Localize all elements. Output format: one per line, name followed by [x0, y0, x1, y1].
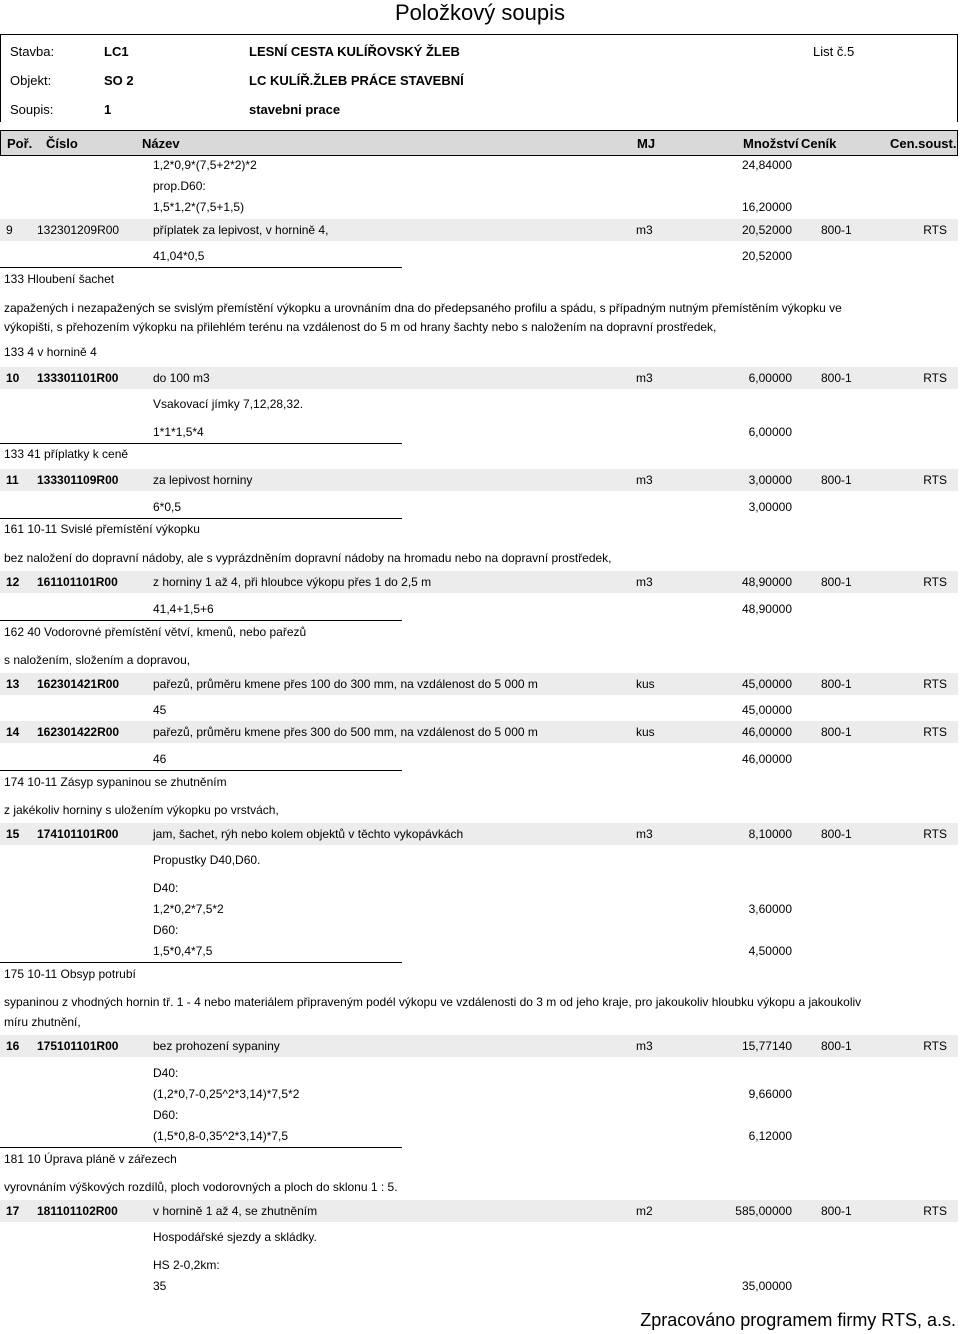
table-row [0, 219, 958, 241]
item-cenik: 800-1 [821, 1204, 852, 1218]
item-nazev: bez prohození sypaniny [153, 1039, 280, 1053]
item-censoust: RTS [923, 725, 947, 739]
calc-line: D60: [153, 1108, 179, 1122]
col-nazev: Název [142, 136, 180, 151]
item-nazev: pařezů, průměru kmene přes 100 do 300 mm, na vzdálenost do 5 000 m [153, 677, 538, 691]
item-censoust: RTS [923, 223, 947, 237]
group-divider [0, 770, 402, 771]
group-description: míru zhutnění, [4, 1015, 81, 1029]
calc-line: 35 [153, 1279, 167, 1293]
group-divider [0, 267, 402, 268]
item-censoust: RTS [923, 1039, 947, 1053]
calc-line: (1,2*0,7-0,25^2*3,14)*7,5*2 [153, 1087, 300, 1101]
calc-value: 16,20000 [741, 200, 792, 214]
item-nazev: do 100 m3 [153, 371, 210, 385]
item-mnozstvi: 6,00000 [748, 371, 792, 385]
table-row [0, 571, 958, 593]
item-cislo: 133301101R00 [37, 371, 119, 385]
group-title: 161 10-11 Svislé přemístění výkopku [4, 522, 200, 536]
table-row [0, 1200, 958, 1222]
item-nazev: z horniny 1 až 4, při hloubce výkopu přes 1 do 2,5 m [153, 575, 432, 589]
item-cenik: 800-1 [821, 1039, 852, 1053]
calc-line: (1,5*0,8-0,35^2*3,14)*7,5 [153, 1129, 289, 1143]
group-divider [0, 620, 402, 621]
item-mj: m3 [636, 473, 653, 487]
item-mnozstvi: 20,52000 [741, 223, 792, 237]
item-cenik: 800-1 [821, 725, 852, 739]
calc-value: 3,00000 [748, 500, 792, 514]
group-divider [0, 962, 402, 963]
item-cenik: 800-1 [821, 575, 852, 589]
header-row-objekt [1, 66, 959, 94]
item-cenik: 800-1 [821, 371, 852, 385]
stavba-name: LESNÍ CESTA KULÍŘOVSKÝ ŽLEB [249, 44, 460, 59]
calc-value: 6,12000 [748, 1129, 792, 1143]
item-nazev: za lepivost horniny [153, 473, 253, 487]
item-censoust: RTS [923, 473, 947, 487]
group-title: 181 10 Úprava pláně v zářezech [4, 1152, 177, 1166]
item-por: 14 [6, 725, 20, 739]
calc-line: 46 [153, 752, 167, 766]
calc-line: 1*1*1,5*4 [153, 425, 204, 439]
item-censoust: RTS [923, 677, 947, 691]
col-cenik: Ceník [801, 136, 837, 151]
item-mj: m2 [636, 1204, 653, 1218]
item-cenik: 800-1 [821, 473, 852, 487]
item-por: 11 [6, 473, 19, 487]
soupis-code: 1 [104, 102, 112, 117]
item-cislo: 162301422R00 [37, 725, 120, 739]
group-divider [0, 518, 402, 519]
calc-line: D40: [153, 881, 179, 895]
group-title: 133 41 příplatky k ceně [4, 447, 129, 461]
objekt-label: Objekt: [10, 73, 52, 88]
group-description: výkopišti, s přehozením výkopku na přilehlém terénu na vzdálenost do 5 m od hrany šachty nebo s naložením na dopravní prostředek, [4, 320, 717, 334]
calc-line: 1,5*1,2*(7,5+1,5) [153, 200, 245, 214]
item-mj: m3 [636, 575, 653, 589]
item-cislo: 133301109R00 [37, 473, 119, 487]
item-por: 13 [6, 677, 20, 691]
item-por: 9 [6, 223, 13, 237]
calc-line: 45 [153, 703, 167, 717]
item-cenik: 800-1 [821, 223, 852, 237]
stavba-code: LC1 [104, 44, 129, 59]
item-censoust: RTS [923, 371, 947, 385]
calc-line: D60: [153, 923, 179, 937]
group-description: z jakékoliv horniny s uložením výkopku po vrstvách, [4, 803, 279, 817]
item-nazev: příplatek za lepivost, v hornině 4, [153, 223, 329, 237]
group-description: vyrovnáním výškových rozdílů, ploch vodorovných a ploch do sklonu 1 : 5. [4, 1180, 398, 1194]
item-cislo: 181101102R00 [37, 1204, 118, 1218]
stavba-label: Stavba: [10, 44, 55, 59]
calc-line: Hospodářské sjezdy a skládky. [153, 1230, 317, 1244]
calc-value: 35,00000 [741, 1279, 792, 1293]
item-mnozstvi: 45,00000 [741, 677, 792, 691]
calc-value: 24,84000 [741, 158, 792, 172]
group-title: 133 Hloubení šachet [4, 272, 115, 286]
item-cislo: 162301421R00 [37, 677, 120, 691]
objekt-code: SO 2 [104, 73, 134, 88]
item-cislo: 175101101R00 [37, 1039, 119, 1053]
col-mnozstvi: Množství [743, 136, 799, 151]
col-censoust: Cen.soust. [890, 136, 957, 151]
item-mnozstvi: 46,00000 [741, 725, 792, 739]
calc-line: HS 2-0,2km: [153, 1258, 220, 1272]
group-description: zapažených i nezapažených se svislým přemístění výkopku a urovnáním dna do předepsaného profilu a spádu, s případným nutným přemístěním výkopku ve [4, 301, 842, 315]
item-censoust: RTS [923, 827, 947, 841]
list-number: List č.5 [813, 44, 855, 59]
calc-line: 41,04*0,5 [153, 249, 205, 263]
item-por: 12 [6, 575, 20, 589]
page-title: Položkový soupis [395, 0, 565, 25]
item-cenik: 800-1 [821, 827, 852, 841]
calc-line: D40: [153, 1066, 179, 1080]
calc-line: 41,4+1,5+6 [153, 602, 214, 616]
item-nazev: v hornině 1 až 4, se zhutněním [153, 1204, 318, 1218]
table-row [0, 367, 958, 389]
col-por: Poř. [7, 136, 33, 151]
soupis-name: stavebni prace [249, 102, 341, 117]
column-header-row [0, 130, 958, 156]
calc-line: Propustky D40,D60. [153, 853, 261, 867]
calc-value: 48,90000 [741, 602, 792, 616]
group-title: 162 40 Vodorovné přemístění větví, kmenů, nebo pařezů [4, 625, 307, 639]
calc-line: prop.D60: [153, 179, 206, 193]
item-mj: kus [636, 725, 655, 739]
table-row [0, 1035, 958, 1057]
calc-value: 3,60000 [748, 902, 792, 916]
item-cislo: 161101101R00 [37, 575, 118, 589]
item-nazev: jam, šachet, rýh nebo kolem objektů v těchto vykopávkách [153, 827, 464, 841]
group-description: bez naložení do dopravní nádoby, ale s vyprázdněním dopravní nádoby na hromadu nebo na dopravní prostředek, [4, 551, 612, 565]
calc-line: 1,2*0,9*(7,5+2*2)*2 [153, 158, 257, 172]
group-divider [0, 1147, 402, 1148]
item-cislo: 132301209R00 [37, 223, 120, 237]
calc-value: 45,00000 [741, 703, 792, 717]
group-description: s naložením, složením a dopravou, [4, 653, 191, 667]
calc-value: 20,52000 [741, 249, 792, 263]
calc-value: 46,00000 [741, 752, 792, 766]
calc-value: 9,66000 [748, 1087, 792, 1101]
group-subtitle: 133 4 v hornině 4 [4, 345, 97, 359]
item-por: 17 [6, 1204, 20, 1218]
calc-line: Vsakovací jímky 7,12,28,32. [153, 397, 304, 411]
item-por: 10 [6, 371, 20, 385]
item-mnozstvi: 3,00000 [748, 473, 792, 487]
header-box [0, 34, 958, 122]
item-cenik: 800-1 [821, 677, 852, 691]
calc-value: 4,50000 [748, 944, 792, 958]
soupis-label: Soupis: [10, 102, 54, 117]
item-mj: m3 [636, 827, 653, 841]
table-row [0, 823, 958, 845]
group-title: 175 10-11 Obsyp potrubí [4, 967, 136, 981]
group-description: sypaninou z vhodných hornin tř. 1 - 4 nebo materiálem připraveným podél výkopu ve vzdálenosti do 3 m od jeho kraje, pro jakoukoliv hloubku výkopu a jakoukoliv [4, 995, 862, 1009]
item-censoust: RTS [923, 1204, 947, 1218]
calc-line: 1,5*0,4*7,5 [153, 944, 213, 958]
header-row-soupis [1, 95, 959, 123]
item-mnozstvi: 585,00000 [735, 1204, 792, 1218]
item-por: 16 [6, 1039, 20, 1053]
item-cislo: 174101101R00 [37, 827, 119, 841]
calc-line: 6*0,5 [153, 500, 182, 514]
header-row-stavba [1, 37, 959, 65]
footer-credit: Zpracováno programem firmy RTS, a.s. [640, 1310, 956, 1330]
item-mj: kus [636, 677, 655, 691]
item-mj: m3 [636, 1039, 653, 1053]
group-title: 174 10-11 Zásyp sypaninou se zhutněním [4, 775, 227, 789]
group-divider [0, 443, 402, 444]
item-mj: m3 [636, 371, 653, 385]
item-mnozstvi: 15,77140 [741, 1039, 792, 1053]
calc-value: 6,00000 [748, 425, 792, 439]
item-mnozstvi: 8,10000 [748, 827, 792, 841]
col-cislo: Číslo [46, 136, 78, 151]
col-mj: MJ [637, 136, 656, 151]
item-mnozstvi: 48,90000 [741, 575, 792, 589]
item-censoust: RTS [923, 575, 947, 589]
item-nazev: pařezů, průměru kmene přes 300 do 500 mm, na vzdálenost do 5 000 m [153, 725, 538, 739]
table-row [0, 469, 958, 491]
calc-line: 1,2*0,2*7,5*2 [153, 902, 224, 916]
item-por: 15 [6, 827, 20, 841]
item-mj: m3 [636, 223, 653, 237]
objekt-name: LC KULÍŘ.ŽLEB PRÁCE STAVEBNÍ [249, 73, 464, 88]
